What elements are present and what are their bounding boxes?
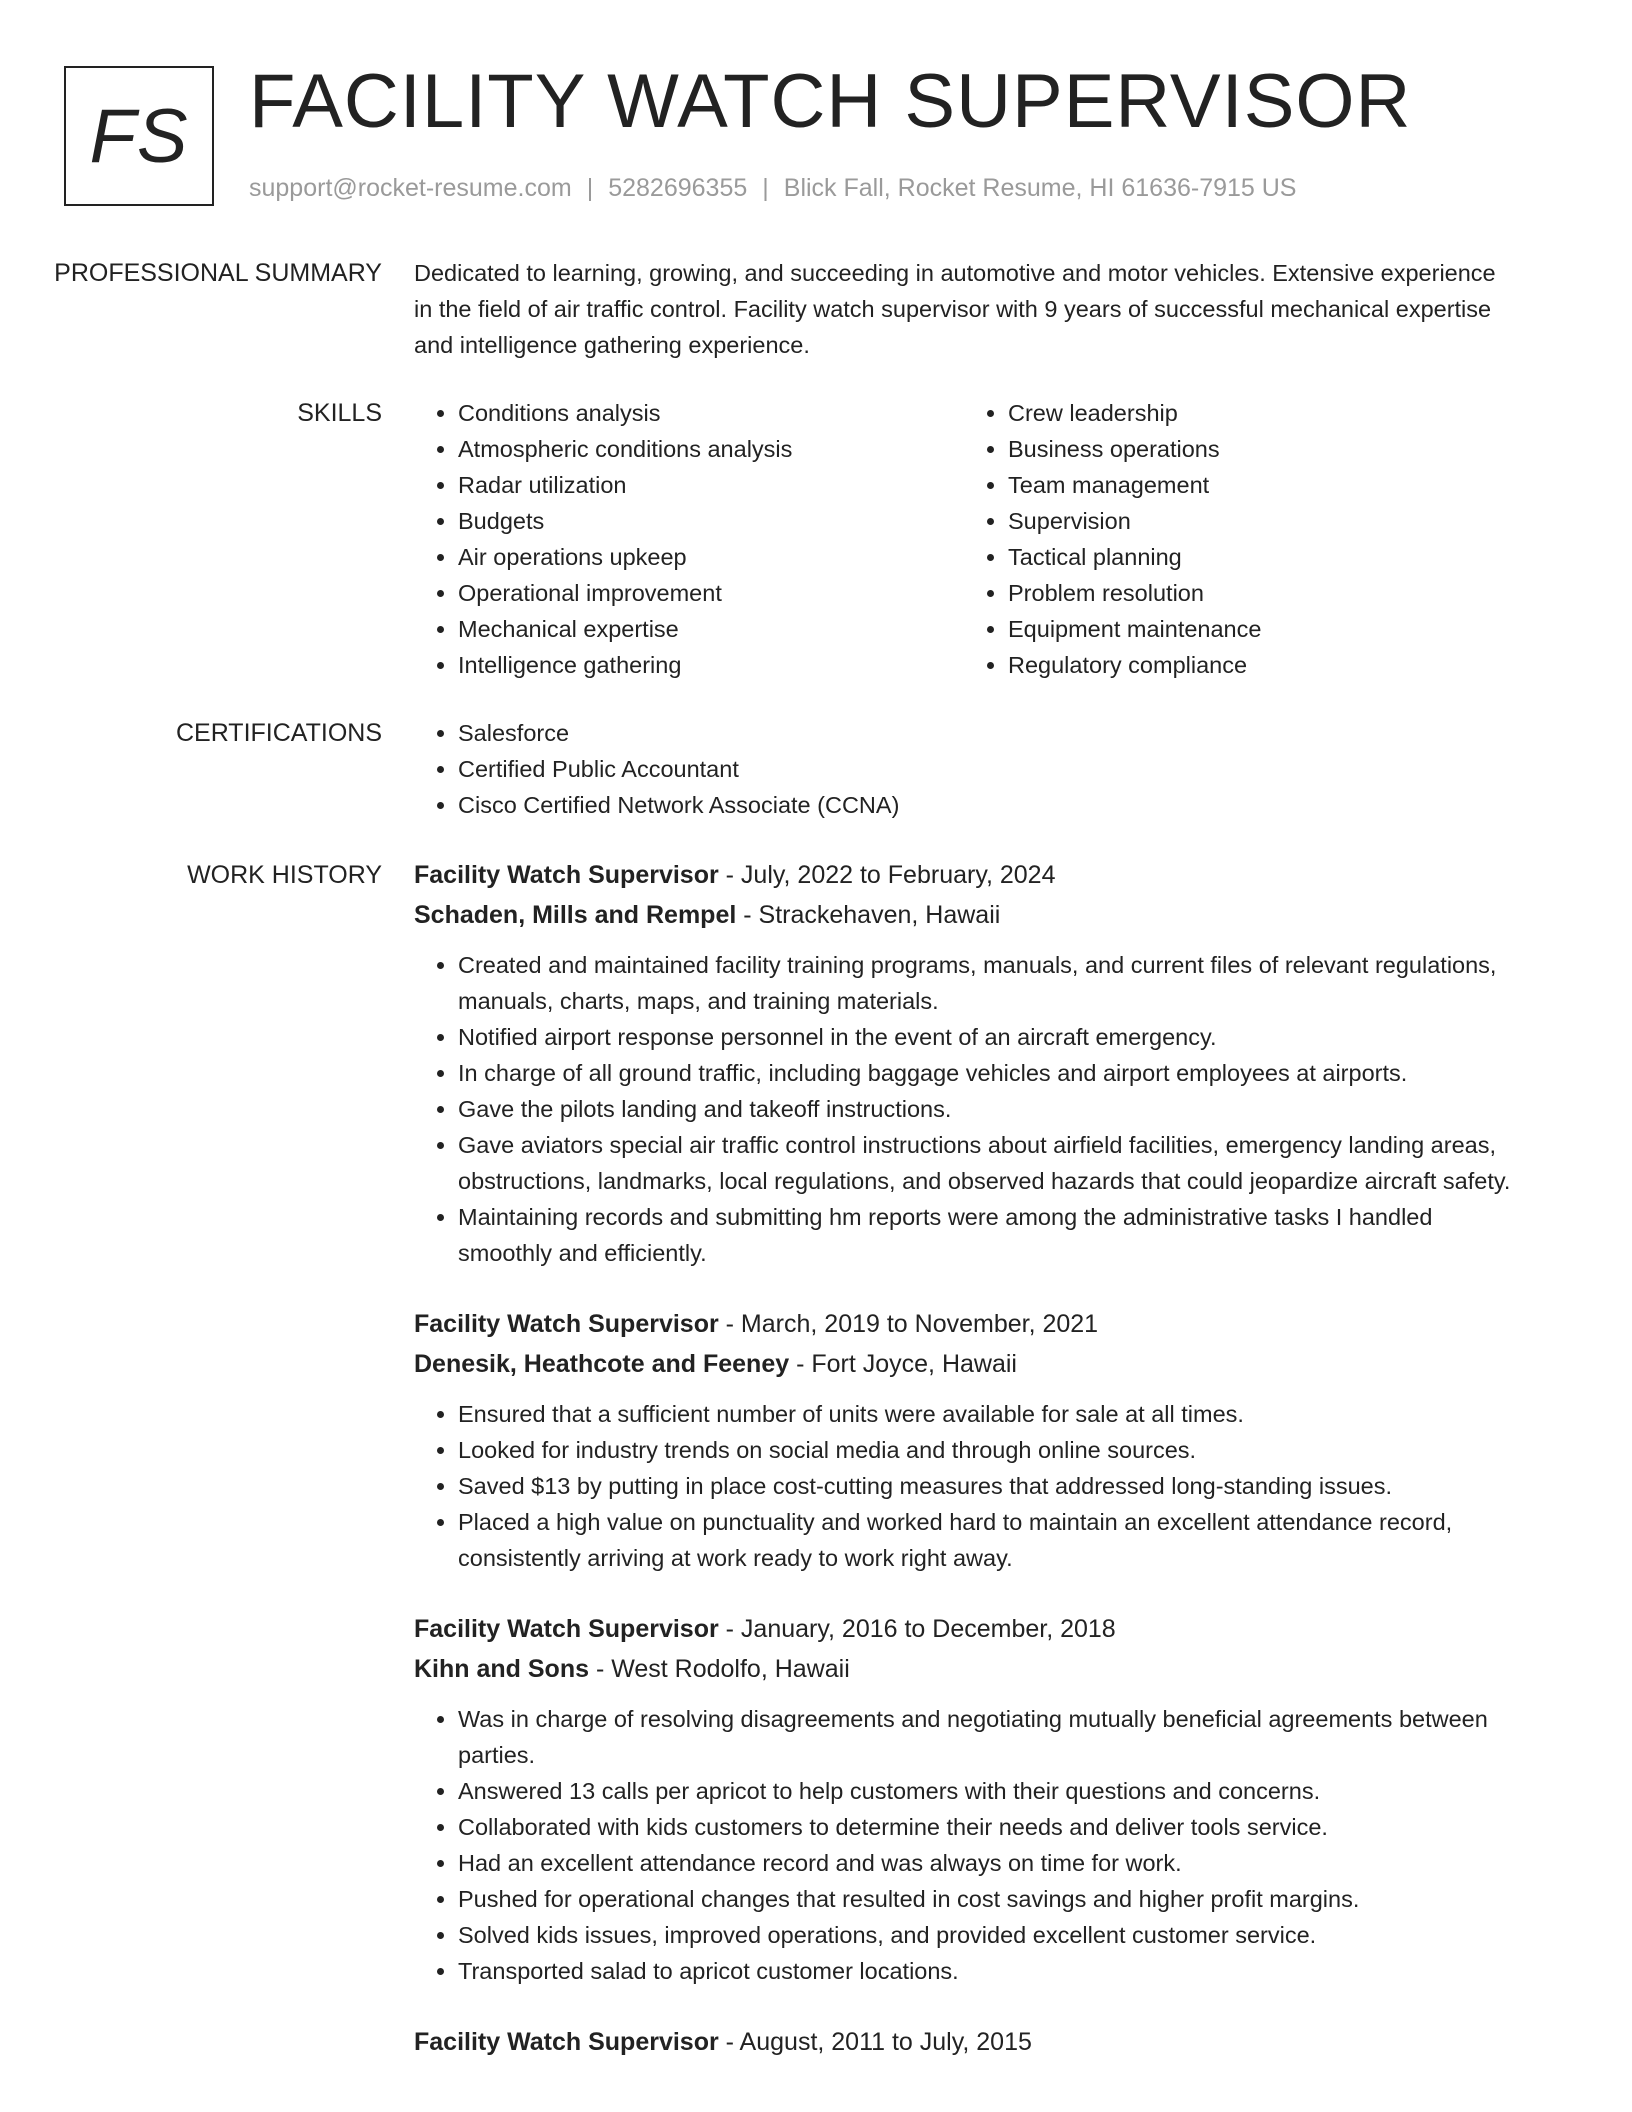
job-title-line xyxy=(414,2022,1514,2062)
job-company-line xyxy=(414,895,1514,935)
section-label-work: WORK HISTORY xyxy=(187,861,382,889)
section-label-summary: PROFESSIONAL SUMMARY xyxy=(54,259,382,287)
job-dates: - March, 2019 to November, 2021 xyxy=(718,1310,1099,1338)
list-item: • Tactical planning xyxy=(1008,539,1514,575)
summary-text: Dedicated to learning, growing, and succeeding in automotive and motor vehicles. Extensive experience in the field of air traffic control. Facility watch supervisor with 9 years of successful mechanical expertise and intelligence gathering experience. xyxy=(414,260,1496,358)
certifications-list xyxy=(414,715,1514,823)
list-item: • Collaborated with kids customers to determine their needs and deliver tools service. xyxy=(458,1809,1514,1845)
job-location: - Strackehaven, Hawaii xyxy=(736,901,1001,929)
list-item: • Created and maintained facility training programs, manuals, and current files of relevant regulations, manuals, charts, maps, and training materials. xyxy=(458,947,1514,1019)
list-item: • Pushed for operational changes that resulted in cost savings and higher profit margins. xyxy=(458,1881,1514,1917)
list-item: • Radar utilization xyxy=(458,467,964,503)
contact-separator: | xyxy=(586,174,594,202)
certifications-section xyxy=(0,715,1632,823)
list-item: • Budgets xyxy=(458,503,964,539)
section-label-skills: SKILLS xyxy=(297,399,382,427)
list-item: • Cisco Certified Network Associate (CCNA) xyxy=(458,787,1514,823)
job-bullets xyxy=(414,947,1514,1271)
list-item: • Atmospheric conditions analysis xyxy=(458,431,964,467)
list-item: • Gave the pilots landing and takeoff instructions. xyxy=(458,1091,1514,1127)
contact-phone: 5282696355 xyxy=(608,174,748,202)
job-entry xyxy=(414,2022,1514,2062)
job-title: Facility Watch Supervisor xyxy=(414,861,719,889)
list-item: • Crew leadership xyxy=(1008,395,1514,431)
skills-list-left xyxy=(414,395,964,683)
list-item: • Team management xyxy=(1008,467,1514,503)
list-item: • Looked for industry trends on social media and through online sources. xyxy=(458,1432,1514,1468)
list-item: • Business operations xyxy=(1008,431,1514,467)
skills-list-right xyxy=(964,395,1514,683)
job-bullets xyxy=(414,1701,1514,1989)
job-company: Kihn and Sons xyxy=(414,1655,589,1683)
job-entry xyxy=(414,855,1514,1271)
job-dates: - January, 2016 to December, 2018 xyxy=(718,1615,1116,1643)
job-title: Facility Watch Supervisor xyxy=(414,2028,719,2056)
job-title-line xyxy=(414,1304,1514,1344)
list-item: • Operational improvement xyxy=(458,575,964,611)
list-item: • Maintaining records and submitting hm reports were among the administrative tasks I handled smoothly and efficiently. xyxy=(458,1199,1514,1271)
list-item: • Transported salad to apricot customer locations. xyxy=(458,1953,1514,1989)
resume-content xyxy=(0,255,1632,2095)
job-dates: - August, 2011 to July, 2015 xyxy=(718,2028,1032,2056)
list-item: • Ensured that a sufficient number of units were available for sale at all times. xyxy=(458,1396,1514,1432)
list-item: • Mechanical expertise xyxy=(458,611,964,647)
summary-section xyxy=(0,255,1632,363)
list-item: • Placed a high value on punctuality and worked hard to maintain an excellent attendance record, consistently arriving at work ready to work right away. xyxy=(458,1504,1514,1576)
list-item: • Conditions analysis xyxy=(458,395,964,431)
job-company-line xyxy=(414,1649,1514,1689)
list-item: • Answered 13 calls per apricot to help customers with their questions and concerns. xyxy=(458,1773,1514,1809)
list-item: • Supervision xyxy=(1008,503,1514,539)
list-item: • Air operations upkeep xyxy=(458,539,964,575)
summary-body xyxy=(414,255,1514,363)
contact-line xyxy=(249,174,1297,203)
job-title-line xyxy=(414,855,1514,895)
job-company: Denesik, Heathcote and Feeney xyxy=(414,1350,790,1378)
list-item: • In charge of all ground traffic, including baggage vehicles and airport employees at airports. xyxy=(458,1055,1514,1091)
list-item: • Saved $13 by putting in place cost-cutting measures that addressed long-standing issues. xyxy=(458,1468,1514,1504)
work-section xyxy=(0,855,1632,2095)
job-title: Facility Watch Supervisor xyxy=(414,1615,719,1643)
list-item: • Solved kids issues, improved operations, and provided excellent customer service. xyxy=(458,1917,1514,1953)
list-item: • Certified Public Accountant xyxy=(458,751,1514,787)
contact-separator: | xyxy=(762,174,769,202)
list-item: • Salesforce xyxy=(458,715,1514,751)
job-title-line xyxy=(414,1609,1514,1649)
list-item: • Notified airport response personnel in the event of an aircraft emergency. xyxy=(458,1019,1514,1055)
job-title: Facility Watch Supervisor xyxy=(414,1310,719,1338)
job-location: - West Rodolfo, Hawaii xyxy=(589,1655,850,1683)
list-item: • Equipment maintenance xyxy=(1008,611,1514,647)
resume-title: FACILITY WATCH SUPERVISOR xyxy=(249,59,1412,144)
job-entry xyxy=(414,1304,1514,1576)
certifications-body xyxy=(414,715,1514,823)
section-label-certifications: CERTIFICATIONS xyxy=(175,719,382,747)
list-item: • Was in charge of resolving disagreements and negotiating mutually beneficial agreements between parties. xyxy=(458,1701,1514,1773)
contact-email: support@rocket-resume.com xyxy=(249,174,572,202)
job-location: - Fort Joyce, Hawaii xyxy=(789,1350,1017,1378)
job-company: Schaden, Mills and Rempel xyxy=(414,901,737,929)
list-item: • Regulatory compliance xyxy=(1008,647,1514,683)
job-dates: - July, 2022 to February, 2024 xyxy=(718,861,1056,889)
work-body xyxy=(414,855,1514,2095)
list-item: • Had an excellent attendance record and was always on time for work. xyxy=(458,1845,1514,1881)
skills-section xyxy=(0,395,1632,683)
list-item: • Problem resolution xyxy=(1008,575,1514,611)
skills-body xyxy=(414,395,1514,683)
contact-address: Blick Fall, Rocket Resume, HI 61636-7915 US xyxy=(783,174,1297,202)
job-company-line xyxy=(414,1344,1514,1384)
monogram-logo: FS xyxy=(64,66,214,206)
job-entry xyxy=(414,1609,1514,1989)
job-bullets xyxy=(414,1396,1514,1576)
list-item: • Intelligence gathering xyxy=(458,647,964,683)
list-item: • Gave aviators special air traffic control instructions about airfield facilities, emergency landing areas, obstructions, landmarks, local regulations, and observed hazards that could jeopardize aircraft safety. xyxy=(458,1127,1514,1199)
